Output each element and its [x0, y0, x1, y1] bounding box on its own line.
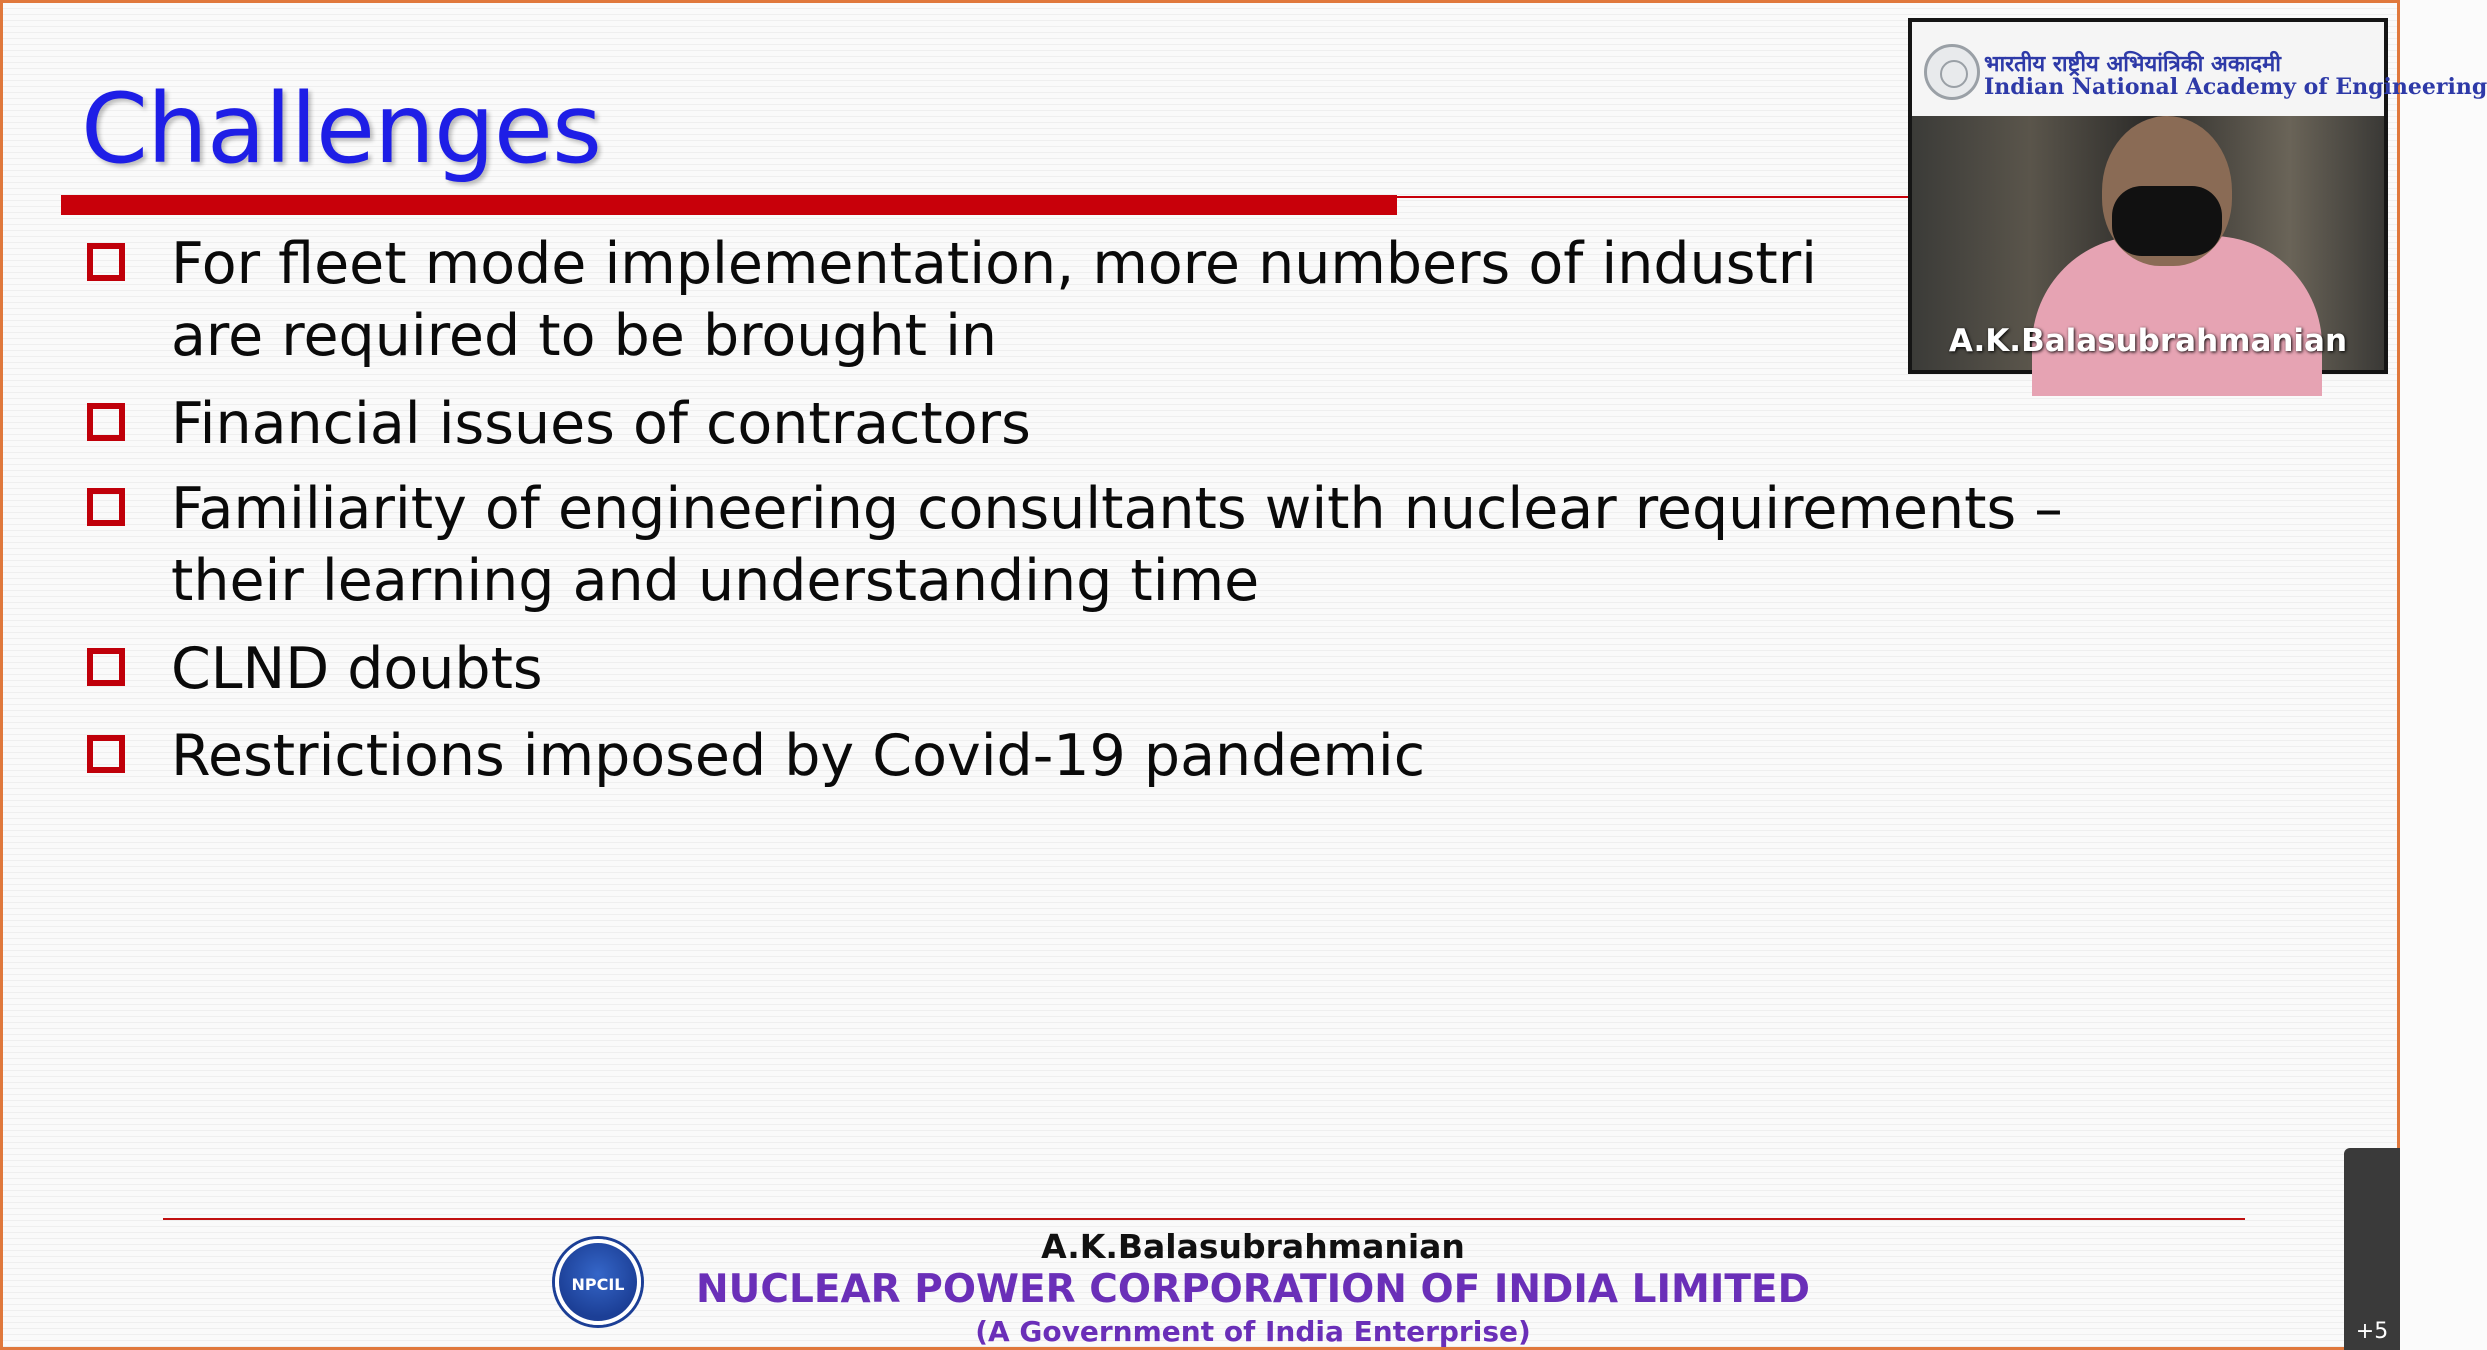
speaker-video-tile[interactable] — [1908, 18, 2487, 374]
checkbox-bullet-icon — [87, 648, 125, 686]
bullet-text-line: Financial issues of contractors — [171, 391, 1031, 457]
bullet-text-line: are required to be brought in — [171, 303, 998, 369]
footer-divider — [163, 1218, 2245, 1220]
bullet-text-line: For fleet mode implementation, more numbers of industri — [171, 231, 1818, 297]
checkbox-bullet-icon — [87, 735, 125, 773]
npcil-logo — [543, 1223, 653, 1343]
speaker-face-mask — [2112, 186, 2222, 256]
npcil-logo-text: NPCIL — [571, 1275, 625, 1294]
bullet-text-line: CLND doubts — [171, 636, 543, 702]
more-participants-button[interactable] — [2344, 1148, 2400, 1350]
checkbox-bullet-icon — [87, 403, 125, 441]
slide-title: Challenges — [81, 73, 601, 185]
bullet-text-line: Familiarity of engineering consultants with nuclear requirements – — [171, 476, 2063, 542]
footer-organization: NUCLEAR POWER CORPORATION OF INDIA LIMITED — [696, 1267, 1810, 1312]
footer-presenter-name: A.K.Balasubrahmanian — [1041, 1227, 1465, 1266]
more-participants-count: +5 — [2355, 1319, 2389, 1344]
speaker-video-feed — [1912, 116, 2384, 370]
inae-name-hindi: भारतीय राष्ट्रीय अभियांत्रिकी अकादमी — [1984, 51, 2281, 77]
inae-emblem-icon — [1924, 44, 1980, 100]
title-underline-thin — [1397, 196, 1917, 198]
speaker-name-label: A.K.Balasubrahmanian — [1948, 323, 2348, 359]
checkbox-bullet-icon — [87, 243, 125, 281]
title-underline — [61, 195, 1397, 215]
bullet-text-line: Restrictions imposed by Covid-19 pandemic — [171, 723, 1426, 789]
checkbox-bullet-icon — [87, 488, 125, 526]
inae-name-english: Indian National Academy of Engineering — [1984, 74, 2487, 100]
inae-banner — [1912, 22, 2487, 116]
bullet-text-line: their learning and understanding time — [171, 548, 1260, 614]
footer-subtitle: (A Government of India Enterprise) — [975, 1315, 1531, 1348]
